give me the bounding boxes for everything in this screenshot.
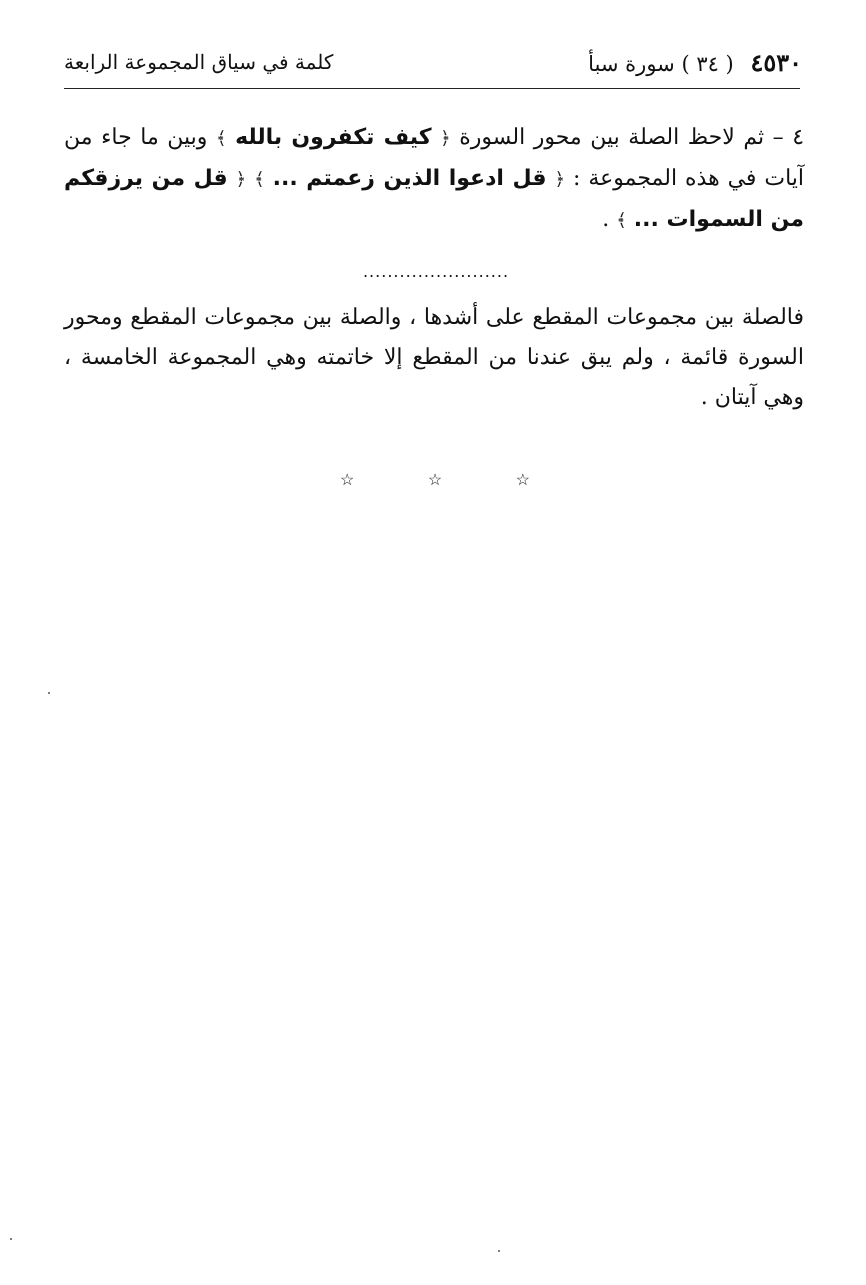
section-title: كلمة في سياق المجموعة الرابعة	[64, 50, 334, 74]
paragraph-lead: ٤ – ثم لاحظ الصلة بين محور السورة	[459, 125, 805, 150]
header-divider	[64, 88, 800, 89]
quran-bracket-open-icon: ﴿	[235, 169, 247, 190]
scan-speck	[498, 1250, 500, 1252]
quran-quote: قل من يرزقكم من السموات ...	[64, 166, 804, 232]
quran-bracket-close-icon: ﴾	[254, 169, 265, 190]
quran-bracket-close-icon: ﴾	[215, 128, 227, 149]
star-icon: ☆	[427, 470, 443, 489]
star-icon: ☆	[515, 470, 530, 489]
scan-speck	[48, 692, 50, 694]
paragraph-point-4	[64, 118, 804, 241]
paragraph-middle: وبين ما جاء من آيات في هذه المجموعة :	[64, 125, 805, 191]
star-icon: ☆	[340, 470, 355, 489]
scan-speck	[10, 1238, 12, 1240]
paragraph-end: .	[602, 207, 610, 232]
paragraph-summary: فالصلة بين مجموعات المقطع على أشدها ، والصلة بين مجموعات المقطع ومحور السورة قائمة ، ولم يبق عندنا من المقطع إلا خاتمته وهي المجموعة الخامسة ، وهي آيتان .	[64, 305, 804, 410]
quran-quote: كيف تكفرون بالله	[235, 125, 432, 150]
page-number: ٤٥٣٠	[750, 48, 802, 77]
section-end-stars	[340, 470, 530, 489]
surah-label: ( ٣٤ ) سورة سبأ	[588, 52, 734, 76]
dotted-separator: ........................	[362, 262, 510, 281]
quran-bracket-open-icon: ﴿	[554, 169, 566, 190]
quran-bracket-open-icon: ﴿	[440, 128, 451, 149]
header-page-info	[588, 48, 802, 77]
quran-bracket-close-icon: ﴾	[616, 210, 627, 231]
running-header	[64, 38, 802, 88]
quran-quote: قل ادعوا الذين زعمتم ...	[272, 166, 547, 191]
